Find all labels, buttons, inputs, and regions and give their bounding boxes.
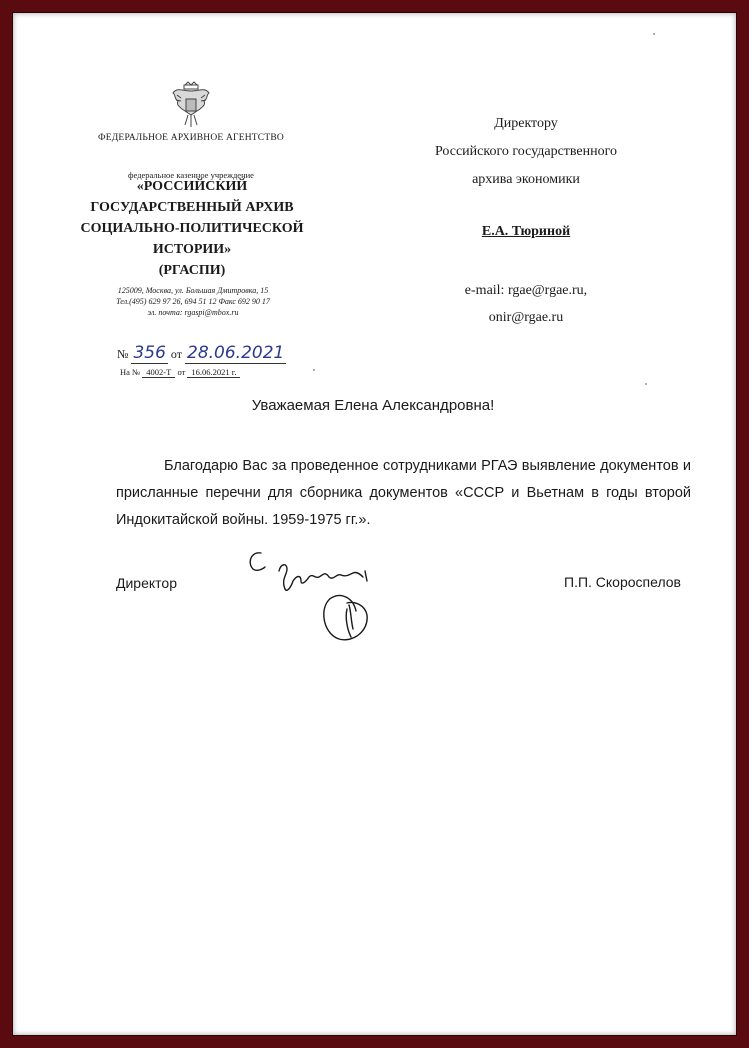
institution-name-line: ГОСУДАРСТВЕННЫЙ АРХИВ [90,200,294,215]
agency-name: ФЕДЕРАЛЬНОЕ АРХИВНОЕ АГЕНТСТВО [98,133,284,143]
institution-name-line: «РОССИЙСКИЙ [136,179,248,194]
outgoing-number: 356 [133,343,166,363]
institution-name [71,176,313,281]
addressee-title-line: Директору [494,116,558,131]
reference-line [120,367,240,378]
addressee-emails [431,277,621,331]
scan-speck [653,33,655,35]
addressee-title [411,110,641,194]
reference-date-label: от [177,367,186,377]
date-label: от [170,347,182,361]
signatory-name: П.П. Скороспелов [564,574,681,590]
address-line: 125009, Москва, ул. Большая Дмитровка, 15 [117,286,269,295]
addressee-title-line: Российского государственного [434,144,618,159]
institution-name-line: (РГАСПИ) [158,263,226,278]
reference-number: 4002-Т [142,367,175,378]
russian-coat-of-arms-icon [171,81,211,133]
number-label: № [117,347,129,361]
institution-name-line: ИСТОРИИ» [152,242,232,257]
reference-date: 16.06.2021 г. [187,367,240,378]
institution-type: федеральное казенное учреждение [128,170,254,180]
address-line: Тел.(495) 629 97 26, 694 51 12 Факс 692 90 17 [116,297,270,306]
handwritten-signature [241,545,381,655]
scan-speck [645,383,647,385]
email-line: e-mail: rgae@rgae.ru, [464,283,588,298]
salutation: Уважаемая Елена Александровна! [251,397,495,414]
letter-page [12,12,737,1036]
reference-label: На № [120,367,141,377]
signature-role: Директор [116,575,177,591]
outgoing-date: 28.06.2021 [187,343,285,363]
addressee-name [411,224,641,240]
email-line: onir@rgae.ru [488,310,564,325]
institution-name-line: СОЦИАЛЬНО-ПОЛИТИЧЕСКОЙ [80,221,304,236]
scan-speck [313,369,315,371]
institution-address [73,285,313,318]
addressee-name-text: Е.А. Тюриной [481,224,571,239]
addressee-title-line: архива экономики [472,172,580,187]
letter-body: Благодарю Вас за проведенное сотрудниками РГАЭ выявление документов и присланные перечни для сборника документов «СССР и Вьетнам в годы второй Индокитайской войны. 1959-1975 гг.». [116,458,691,528]
address-line: эл. почта: rgaspi@mbox.ru [147,308,239,317]
registration-line [117,343,286,364]
